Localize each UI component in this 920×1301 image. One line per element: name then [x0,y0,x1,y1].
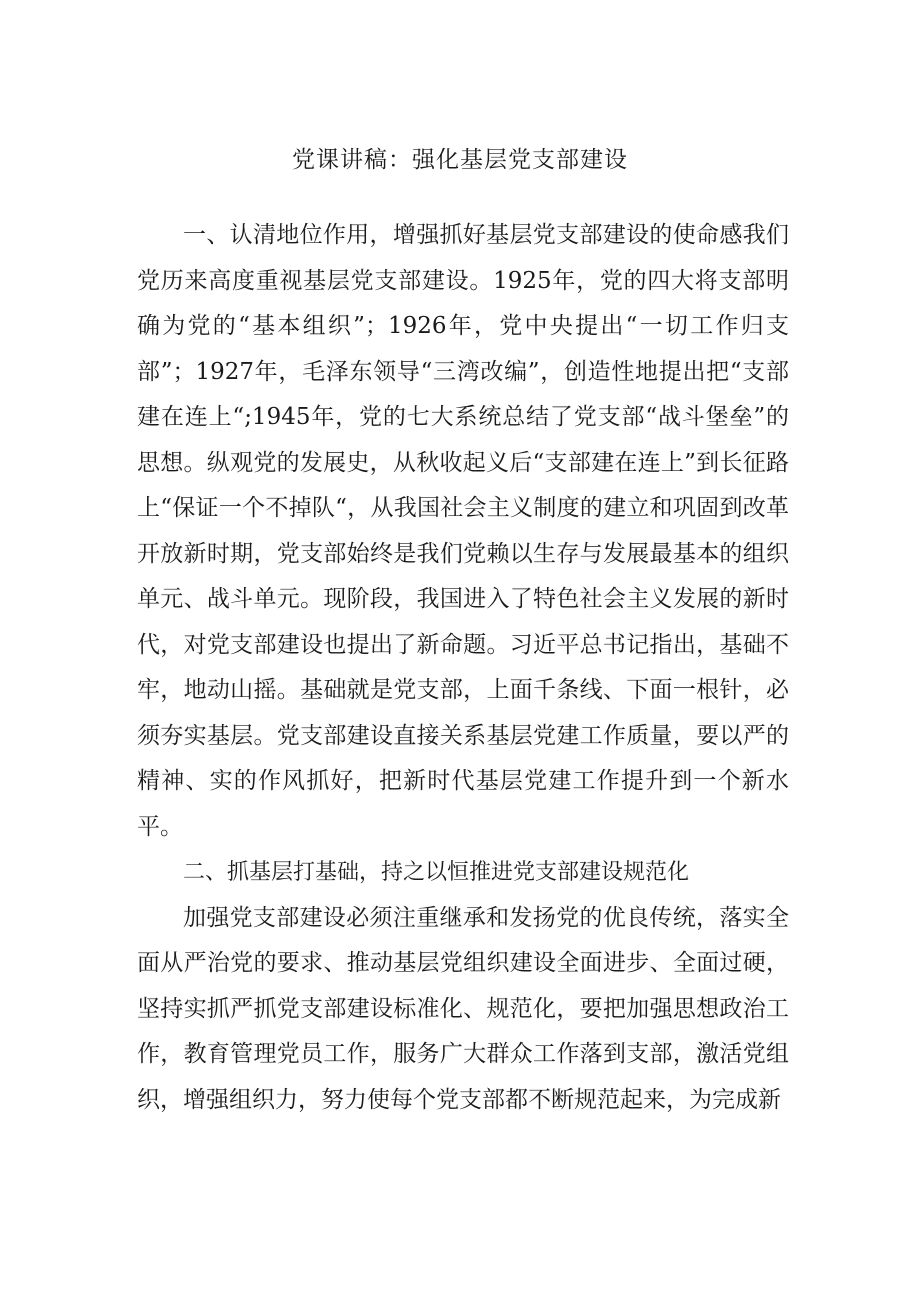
document-body [137,213,789,1123]
section-heading-2: 二、抓基层打基础，持之以恒推进党支部建设规范化 [183,860,690,885]
paragraph-2: 加强党支部建设必须注重继承和发扬党的优良传统，落实全面从严治党的要求、推动基层党组织建设全面进步、全面过硬，坚持实抓严抓党支部建设标准化、规范化，要把加强思想政治工作，教育管理党员工作，服务广大群众工作落到支部，激活党组织，增强组织力，努力使每个党支部都不断规范起来，为完成新 [137,904,789,1113]
paragraph-1: 一、认清地位作用，增强抓好基层党支部建设的使命感我们党历来高度重视基层党支部建设。1925年，党的四大将支部明确为党的“基本组织”；1926年，党中央提出“一切工作归支部”；1927年，毛泽东领导“三湾改编”，创造性地提出把“支部建在连上“;1945年，党的七大系统总结了党支部“战斗堡垒”的思想。纵观党的发展史，从秋收起义后“支部建在连上”到长征路上“保证一个不掉队“，从我国社会主义制度的建立和巩固到改革开放新时期，党支部始终是我们党赖以生存与发展最基本的组织单元、战斗单元。现阶段，我国进入了特色社会主义发展的新时代，对党支部建设也提出了新命题。习近平总书记指出，基础不牢，地动山摇。基础就是党支部，上面千条线、下面一根针，必须夯实基层。党支部建设直接关系基层党建工作质量，要以严的精神、实的作风抓好，把新时代基层党建工作提升到一个新水平。 [137,222,789,840]
document-title: 党课讲稿：强化基层党支部建设 [292,147,628,173]
